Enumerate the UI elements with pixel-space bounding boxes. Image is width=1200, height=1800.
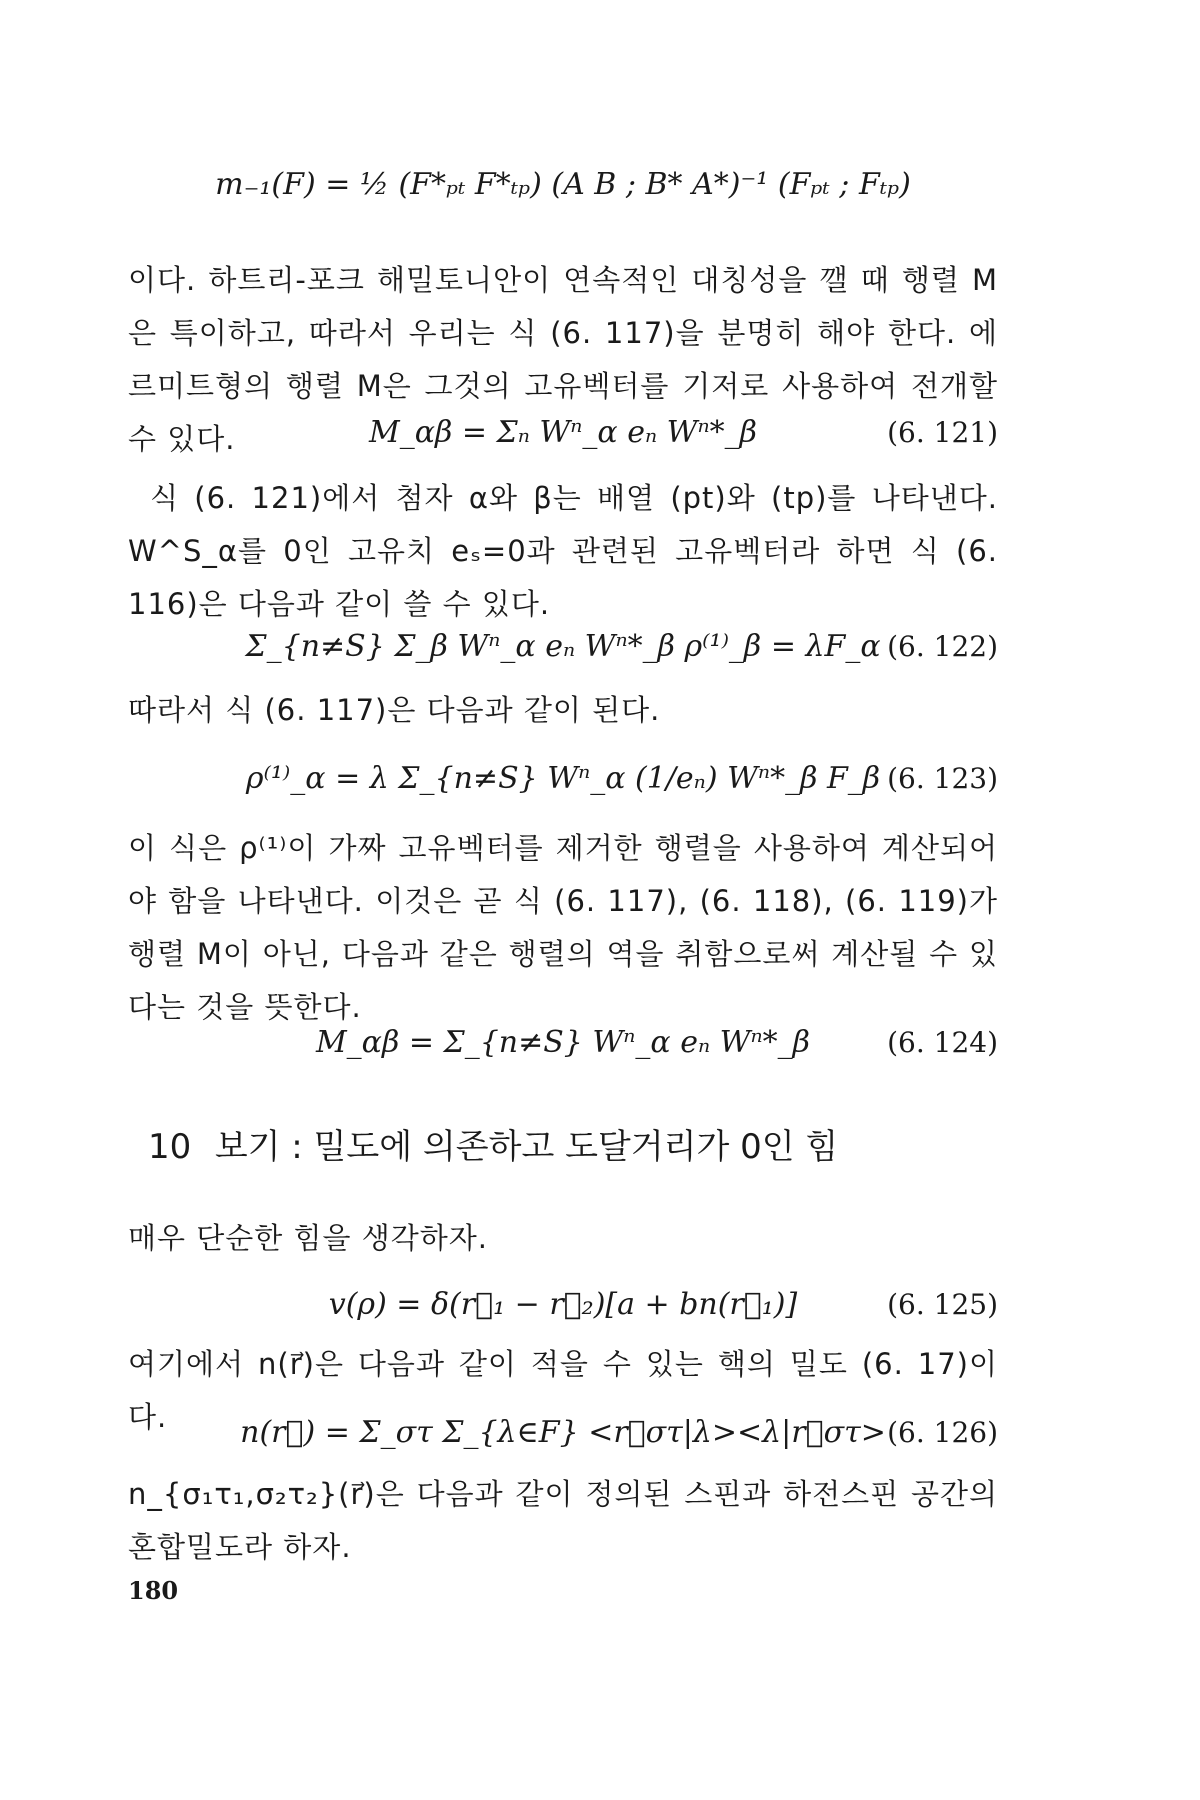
paragraph: 여기에서 n(r⃗)은 다음과 같이 적을 수 있는 핵의 밀도 (6. 17)이다. <box>128 1347 998 1434</box>
equation-6-126 <box>128 1398 998 1478</box>
equation-number: (6. 124) <box>887 1026 998 1059</box>
equation-expression: m₋₁(F) = ½ (F*ₚₜ F*ₜₚ) (A B ; B* A*)⁻¹ (Fₚₜ ; Fₜₚ) <box>215 167 911 202</box>
equation-number: (6. 123) <box>887 762 998 795</box>
equation-expression: M_αβ = Σₙ Wⁿ_α eₙ Wⁿ*_β <box>368 415 757 450</box>
equation-m-1 <box>128 150 998 230</box>
equation-expression: Σ_{n≠S} Σ_β Wⁿ_α eₙ Wⁿ*_β ρ⁽¹⁾_β = λF_α <box>245 629 881 664</box>
equation-expression: v(ρ) = δ(r⃗₁ − r⃗₂)[a + bn(r⃗₁)] <box>328 1287 798 1322</box>
section-title-text: 보기 : 밀도에 의존하고 도달거리가 0인 힘 <box>214 1127 839 1167</box>
equation-6-121 <box>128 398 998 478</box>
equation-6-124 <box>128 1008 998 1088</box>
equation-expression: M_αβ = Σ_{n≠S} Wⁿ_α eₙ Wⁿ*_β <box>315 1025 811 1060</box>
paragraph: 이 식은 ρ⁽¹⁾이 가짜 고유벡터를 제거한 행렬을 사용하여 계산되어야 함을 나타낸다. 이것은 곧 식 (6. 117), (6. 118), (6. 119)가 행렬 M이 아닌, 다음과 같은 행렬의 역을 취함으로써 계산될 수 있다는 것을 뜻한다. <box>128 831 998 1024</box>
paragraph: 매우 단순한 힘을 생각하자. <box>128 1221 489 1255</box>
equation-expression: ρ⁽¹⁾_α = λ Σ_{n≠S} Wⁿ_α (1/eₙ) Wⁿ*_β F_β <box>245 761 881 796</box>
section-number: 10 <box>148 1127 192 1167</box>
paragraph: 식 (6. 121)에서 첨자 α와 β는 배열 (pt)와 (tp)를 나타낸다. W^S_α를 0인 고유치 eₛ=0과 관련된 고유벡터라 하면 식 (6. 116)은 다음과 같이 쓸 수 있다. <box>128 481 998 621</box>
equation-number: (6. 125) <box>887 1288 998 1321</box>
section-heading <box>148 1122 838 1172</box>
paragraph: 따라서 식 (6. 117)은 다음과 같이 된다. <box>128 693 661 727</box>
equation-expression: n(r⃗) = Σ_στ Σ_{λ∈F} <r⃗στ|λ><λ|r⃗στ> <box>240 1415 886 1450</box>
equation-number: (6. 126) <box>887 1416 998 1449</box>
paragraph: 이다. 하트리-포크 해밀토니안이 연속적인 대칭성을 깰 때 행렬 M은 특이하고, 따라서 우리는 식 (6. 117)을 분명히 해야 한다. 에르미트형의 행렬 M은 그것의 고유벡터를 기저로 사용하여 전개할 수 있다. <box>128 263 998 456</box>
equation-number: (6. 121) <box>887 416 998 449</box>
equation-6-123 <box>128 744 998 824</box>
equation-number: (6. 122) <box>887 630 998 663</box>
equation-6-122 <box>128 612 998 692</box>
paragraph: n_{σ₁τ₁,σ₂τ₂}(r⃗)은 다음과 같이 정의된 스핀과 하전스핀 공간의 혼합밀도라 하자. <box>128 1477 998 1564</box>
page-number: 180 <box>128 1576 179 1605</box>
